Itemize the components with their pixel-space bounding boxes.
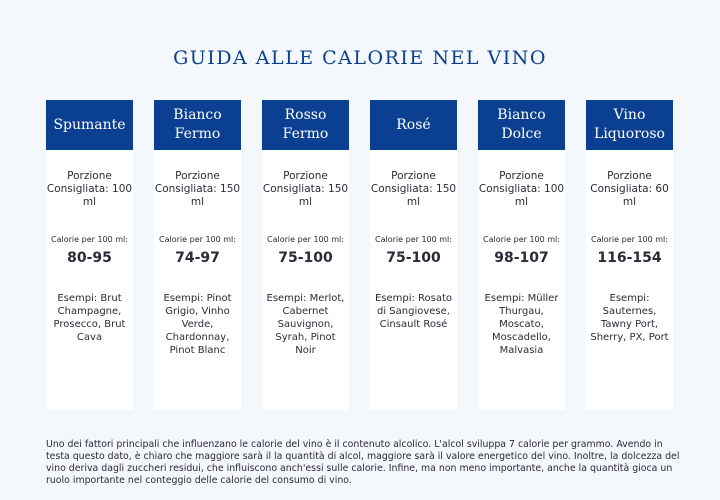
calorie-value: 98-107 — [494, 250, 549, 266]
page-title: GUIDA ALLE CALORIE NEL VINO — [173, 46, 547, 69]
column-header: Rosé — [370, 100, 457, 150]
examples-text: Esempi: Sauternes, Tawny Port, Sherry, PX, Port — [590, 293, 669, 343]
column-header: Bianco Fermo — [154, 100, 241, 150]
calorie-label: Calorie per 100 ml: — [375, 235, 452, 244]
portion-text: Porzione Consigliata: 60 ml — [590, 170, 669, 208]
column-rose — [370, 100, 457, 410]
examples-text: Esempi: Pinot Grigio, Vinho Verde, Chardonnay, Pinot Blanc — [163, 293, 232, 356]
column-header: Rosso Fermo — [262, 100, 349, 150]
portion-text: Porzione Consigliata: 100 ml — [46, 170, 133, 208]
column-bianco-fermo — [154, 100, 241, 410]
column-bianco-dolce — [478, 100, 565, 410]
calorie-value: 75-100 — [386, 250, 441, 266]
portion-text: Porzione Consigliata: 150 ml — [262, 170, 349, 208]
portion-text: Porzione Consigliata: 150 ml — [154, 170, 241, 208]
column-spumante — [46, 100, 133, 410]
calorie-label: Calorie per 100 ml: — [51, 235, 128, 244]
calorie-value: 116-154 — [597, 250, 662, 266]
footer-note: Uno dei fattori principali che influenzano le calorie del vino è il contenuto alcolico. L'alcol sviluppa 7 calorie per grammo. Avendo in testa questo dato, è chiaro che maggiore sarà il la quantità di alcol, maggiore sarà il valore energetico del vino. Inoltre, la dolcezza del vino deriva dagli zuccheri residui, che influiscono anch'essi sulle calorie. Infine, ma non meno importante, anche la quantità gioca un ruolo importante nel conteggio delle calorie del consumo di vino. — [46, 439, 680, 487]
calorie-value: 75-100 — [278, 250, 333, 266]
calorie-value: 74-97 — [175, 250, 220, 266]
calorie-label: Calorie per 100 ml: — [591, 235, 668, 244]
calorie-value: 80-95 — [67, 250, 112, 266]
column-header: Spumante — [46, 100, 133, 150]
column-vino-liquoroso — [586, 100, 673, 410]
calorie-label: Calorie per 100 ml: — [267, 235, 344, 244]
examples-text: Esempi: Müller Thurgau, Moscato, Moscadello, Malvasia — [484, 293, 559, 356]
column-rosso-fermo — [262, 100, 349, 410]
examples-text: Esempi: Merlot, Cabernet Sauvignon, Syrah, Pinot Noir — [266, 293, 345, 356]
calorie-label: Calorie per 100 ml: — [159, 235, 236, 244]
examples-text: Esempi: Brut Champagne, Prosecco, Brut Cava — [53, 293, 126, 343]
calorie-label: Calorie per 100 ml: — [483, 235, 560, 244]
portion-text: Porzione Consigliata: 150 ml — [370, 170, 457, 208]
examples-text: Esempi: Rosato di Sangiovese, Cinsault Rosé — [374, 293, 453, 330]
wine-columns — [46, 100, 673, 410]
column-header: Vino Liquoroso — [586, 100, 673, 150]
portion-text: Porzione Consigliata: 100 ml — [478, 170, 565, 208]
column-header: Bianco Dolce — [478, 100, 565, 150]
